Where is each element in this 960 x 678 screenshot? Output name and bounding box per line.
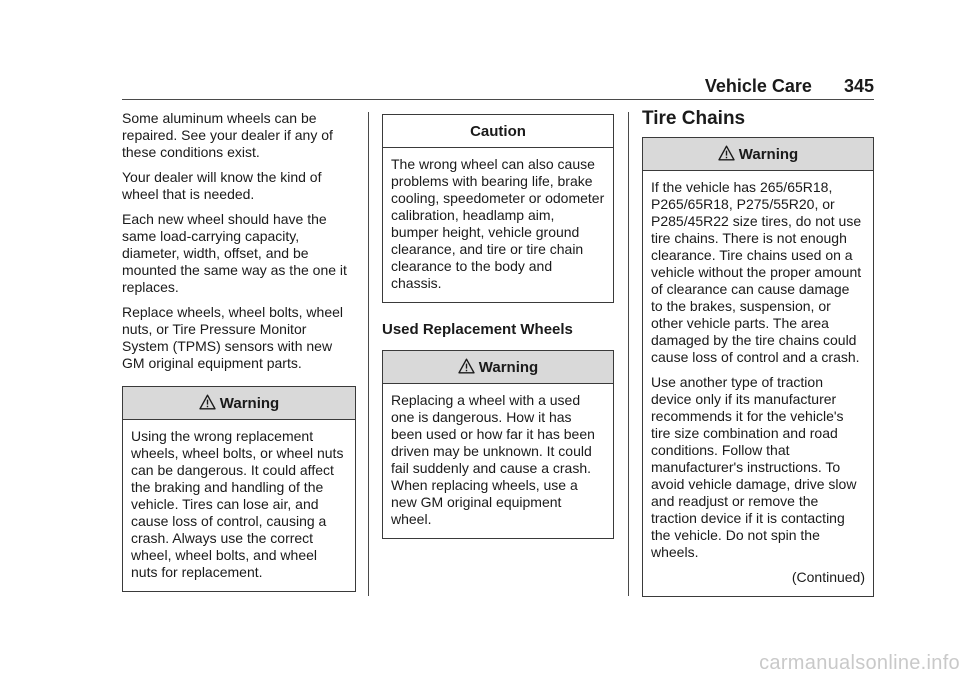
paragraph: Replace wheels, wheel bolts, wheel nuts, or Tire Pressure Monitor System (TPMS) sensors with new GM original equipment parts. <box>122 304 344 371</box>
warning-box-used-wheels <box>382 350 614 539</box>
warning-body <box>123 420 355 591</box>
continued-label: (Continued) <box>791 569 865 585</box>
caution-title: Caution <box>470 122 526 140</box>
paragraph: Your dealer will know the kind of wheel that is needed. <box>122 169 322 202</box>
paragraph: Some aluminum wheels can be repaired. See your dealer if any of these conditions exist. <box>122 110 333 160</box>
column-divider-1 <box>368 112 369 596</box>
watermark: carmanualsonline.info <box>759 652 960 674</box>
warning-triangle-icon <box>458 358 475 374</box>
column-1 <box>122 110 356 592</box>
subheading-used-replacement-wheels: Used Replacement Wheels <box>382 321 573 338</box>
warning-box-tire-chains <box>642 137 874 597</box>
paragraph: Each new wheel should have the same load-carrying capacity, diameter, width, offset, and be mounted the same way as the one it replaces. <box>122 211 347 295</box>
warning-header <box>123 387 355 420</box>
header-rule <box>122 99 874 100</box>
warning-header <box>383 351 613 384</box>
warning-text: Use another type of traction device only if its manufacturer recommends it for the vehicle's tire size combination and road conditions. Follow that manufacturer's instructions. To avoid vehicle damage, drive slow and readjust or remove the traction device if it is contacting the vehicle. Do not spin the wheels. <box>651 374 857 560</box>
warning-header <box>643 138 873 171</box>
warning-text: If the vehicle has 265/65R18, P265/65R18, P275/55R20, or P285/45R22 size tires, do not use tire chains. There is not enough clearance. Tire chains used on a vehicle without the proper amount of clearance can cause damage to the brakes, suspension, or other vehicle parts. The area damaged by the tire chains could cause loss of control and a crash. <box>651 179 862 365</box>
warning-title: Warning <box>478 358 539 376</box>
warning-title: Warning <box>738 145 799 163</box>
section-title: Vehicle Care <box>704 75 812 96</box>
caution-header <box>383 115 613 148</box>
warning-body <box>383 384 613 538</box>
page-header <box>122 74 874 98</box>
warning-title: Warning <box>219 394 280 412</box>
page-number: 345 <box>843 75 874 96</box>
warning-box-wheels <box>122 386 356 592</box>
column-divider-2 <box>628 112 629 596</box>
warning-triangle-icon <box>718 145 735 161</box>
caution-body <box>383 148 613 302</box>
caution-box <box>382 114 614 303</box>
warning-body <box>643 171 873 596</box>
warning-text: Using the wrong replacement wheels, wheel bolts, or wheel nuts can be dangerous. It could affect the braking and handling of the vehicle. Tires can lose air, and cause loss of control, causing a crash. Always use the correct wheel, wheel bolts, and wheel nuts for replacement. <box>131 428 344 580</box>
column-2 <box>382 114 614 539</box>
caution-text: The wrong wheel can also cause problems with bearing life, brake cooling, speedometer or odometer calibration, headlamp aim, bumper height, vehicle ground clearance, and tire or tire chain clearance to the body and chassis. <box>391 156 605 291</box>
warning-triangle-icon <box>199 394 216 410</box>
column-3 <box>642 110 874 597</box>
warning-text: Replacing a wheel with a used one is dangerous. How it has been used or how far it has been driven may be unknown. It could fail suddenly and cause a crash. When replacing wheels, use a new GM original equipment wheel. <box>391 392 595 527</box>
section-heading-tire-chains: Tire Chains <box>642 108 746 129</box>
